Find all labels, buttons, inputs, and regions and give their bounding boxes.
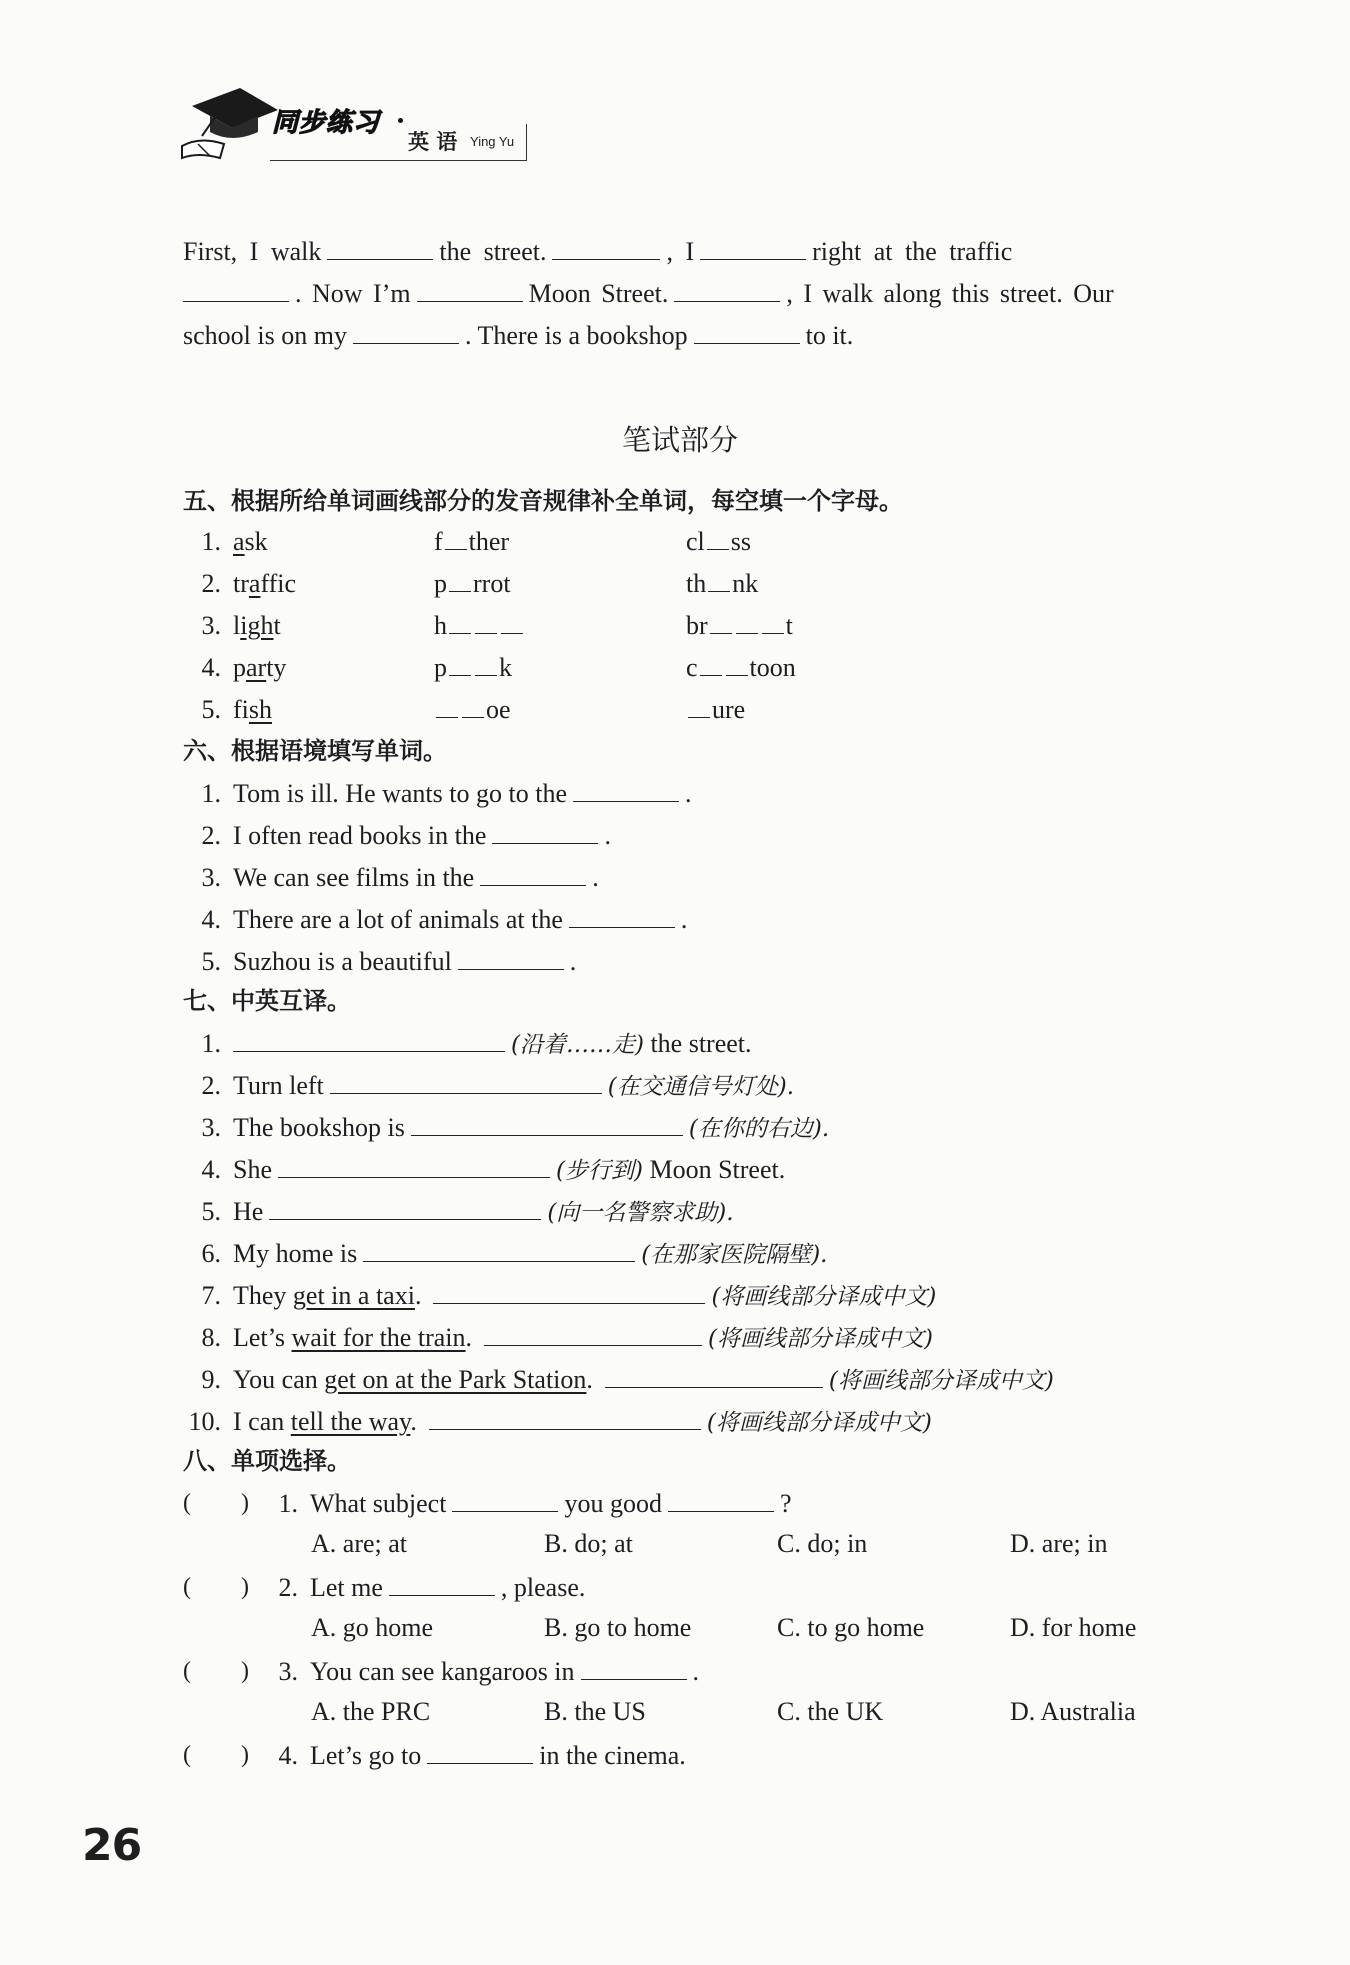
s8-q4-paren[interactable]: ( ) <box>183 1742 249 1768</box>
s8-q3-option-a[interactable]: A. the PRC <box>311 1697 431 1726</box>
passage-line-2: . Now I’m Moon Street. , I walk along this street. Our <box>183 275 1114 311</box>
s5-row-3: 3. light <box>201 611 281 640</box>
answer-blank[interactable] <box>674 275 780 302</box>
section-8-heading: 八、单项选择。 <box>183 1447 351 1475</box>
answer-blank[interactable] <box>581 1653 687 1680</box>
s8-q1-option-d[interactable]: D. are; in <box>1010 1529 1108 1558</box>
graduation-cap-icon <box>180 88 280 164</box>
s5-row-5-word-3: ure <box>686 693 745 727</box>
answer-blank[interactable] <box>353 317 459 344</box>
s5-row-4-word-2: p k <box>434 653 512 682</box>
answer-blank[interactable] <box>411 1109 683 1136</box>
answer-blank[interactable] <box>694 317 800 344</box>
header-subject: 英 语 <box>408 130 458 154</box>
letter-blank[interactable] <box>710 611 732 634</box>
answer-blank[interactable] <box>668 1485 774 1512</box>
answer-blank[interactable] <box>183 275 289 302</box>
s8-q2-option-a[interactable]: A. go home <box>311 1613 434 1642</box>
page-number: 26 <box>82 1820 142 1871</box>
answer-blank[interactable] <box>605 1361 823 1388</box>
letter-blank[interactable] <box>708 569 730 592</box>
answer-blank[interactable] <box>492 817 598 844</box>
letter-blank[interactable] <box>449 569 471 592</box>
letter-blank[interactable] <box>436 695 458 718</box>
letter-blank[interactable] <box>462 695 484 718</box>
letter-blank[interactable] <box>726 653 748 676</box>
s8-q1: 1. What subject you good ? <box>272 1485 792 1521</box>
answer-blank[interactable] <box>427 1737 533 1764</box>
s8-q1-option-a[interactable]: A. are; at <box>311 1529 408 1558</box>
passage-line-3: school is on my . There is a bookshop to it. <box>183 317 853 353</box>
s6-item-3: 3. We can see films in the . <box>183 859 599 895</box>
section-7-heading: 七、中英互译。 <box>183 987 351 1015</box>
header-logo <box>180 88 530 164</box>
answer-blank[interactable] <box>552 233 660 260</box>
s8-q3-option-b[interactable]: B. the US <box>544 1697 646 1726</box>
s7-item-8: 8. Let’s wait for the train. (将画线部分译成中文) <box>183 1319 933 1356</box>
answer-blank[interactable] <box>233 1025 505 1052</box>
answer-blank[interactable] <box>569 901 675 928</box>
s7-item-10: 10. I can tell the way. (将画线部分译成中文) <box>183 1403 932 1440</box>
s7-item-4: 4. She (步行到) Moon Street. <box>183 1151 785 1188</box>
s5-row-3-word-2: h <box>434 609 525 643</box>
s5-row-2-word-3: th nk <box>686 569 759 598</box>
s5-row-5: 5. fish <box>201 695 273 724</box>
s8-q3-option-c[interactable]: C. the UK <box>777 1697 884 1726</box>
section-5-heading: 五、根据所给单词画线部分的发音规律补全单词，每空填一个字母。 <box>183 487 903 515</box>
answer-blank[interactable] <box>417 275 523 302</box>
s6-item-5: 5. Suzhou is a beautiful . <box>183 943 576 979</box>
s6-item-4: 4. There are a lot of animals at the . <box>183 901 687 937</box>
s5-row-4: 4. party <box>201 653 287 682</box>
s5-row-4-word-3: c toon <box>686 653 796 682</box>
answer-blank[interactable] <box>429 1403 701 1430</box>
s5-row-2-word-2: p rrot <box>434 569 511 598</box>
answer-blank[interactable] <box>363 1235 635 1262</box>
s6-item-1: 1. Tom is ill. He wants to go to the . <box>183 775 692 811</box>
letter-blank[interactable] <box>700 653 722 676</box>
s5-row-1-word-3: cl ss <box>686 527 752 556</box>
s8-q1-paren[interactable]: ( ) <box>183 1490 249 1516</box>
answer-blank[interactable] <box>484 1319 702 1346</box>
s7-item-6: 6. My home is (在那家医院隔壁). <box>183 1235 828 1272</box>
s8-q1-option-b[interactable]: B. do; at <box>544 1529 633 1558</box>
letter-blank[interactable] <box>449 611 471 634</box>
answer-blank[interactable] <box>330 1067 602 1094</box>
answer-blank[interactable] <box>452 1485 558 1512</box>
passage-line-1: First, I walk the street. , I right at the traffic <box>183 233 1012 269</box>
s7-item-3: 3. The bookshop is (在你的右边). <box>183 1109 829 1146</box>
s8-q2-option-c[interactable]: C. to go home <box>777 1613 925 1642</box>
letter-blank[interactable] <box>475 653 497 676</box>
letter-blank[interactable] <box>707 527 729 550</box>
s5-row-5-word-2: oe <box>434 693 511 727</box>
s5-row-1: 1. ask <box>201 527 268 556</box>
s6-item-2: 2. I often read books in the . <box>183 817 611 853</box>
answer-blank[interactable] <box>278 1151 550 1178</box>
s5-row-3-word-3: br t <box>686 611 793 640</box>
answer-blank[interactable] <box>433 1277 705 1304</box>
answer-blank[interactable] <box>700 233 806 260</box>
answer-blank[interactable] <box>389 1569 495 1596</box>
letter-blank[interactable] <box>449 653 471 676</box>
s8-q2: 2. Let me , please. <box>272 1569 585 1605</box>
s8-q2-paren[interactable]: ( ) <box>183 1574 249 1600</box>
letter-blank[interactable] <box>475 611 497 634</box>
s7-item-1: 1. (沿着……走) the street. <box>183 1025 752 1062</box>
s5-row-2: 2. traffic <box>201 569 297 598</box>
s7-item-9: 9. You can get on at the Park Station. (将画线部分译成中文) <box>183 1361 1054 1398</box>
section-title: 笔试部分 <box>622 423 739 457</box>
s8-q2-option-d[interactable]: D. for home <box>1010 1613 1137 1642</box>
s7-item-5: 5. He (向一名警察求助). <box>183 1193 734 1230</box>
answer-blank[interactable] <box>458 943 564 970</box>
s8-q3: 3. You can see kangaroos in . <box>272 1653 699 1689</box>
letter-blank[interactable] <box>736 611 758 634</box>
letter-blank[interactable] <box>445 527 467 550</box>
s8-q1-option-c[interactable]: C. do; in <box>777 1529 868 1558</box>
s8-q2-option-b[interactable]: B. go to home <box>544 1613 692 1642</box>
letter-blank[interactable] <box>501 611 523 634</box>
answer-blank[interactable] <box>573 775 679 802</box>
s8-q3-paren[interactable]: ( ) <box>183 1658 249 1684</box>
section-6-heading: 六、根据语境填写单词。 <box>183 737 447 765</box>
header-badge: 同步练习 <box>272 108 381 138</box>
s8-q4: 4. Let’s go to in the cinema. <box>272 1737 686 1773</box>
s7-item-7: 7. They get in a taxi. (将画线部分译成中文) <box>183 1277 936 1314</box>
letter-blank[interactable] <box>762 611 784 634</box>
answer-blank[interactable] <box>480 859 586 886</box>
answer-blank[interactable] <box>327 233 433 260</box>
header-dot <box>398 118 403 123</box>
answer-blank[interactable] <box>269 1193 541 1220</box>
s7-item-2: 2. Turn left (在交通信号灯处). <box>183 1067 794 1104</box>
s5-row-1-word-2: f ther <box>434 527 510 556</box>
header-pinyin: Ying Yu <box>470 134 515 149</box>
s8-q3-option-d[interactable]: D. Australia <box>1010 1697 1136 1726</box>
letter-blank[interactable] <box>688 695 710 718</box>
